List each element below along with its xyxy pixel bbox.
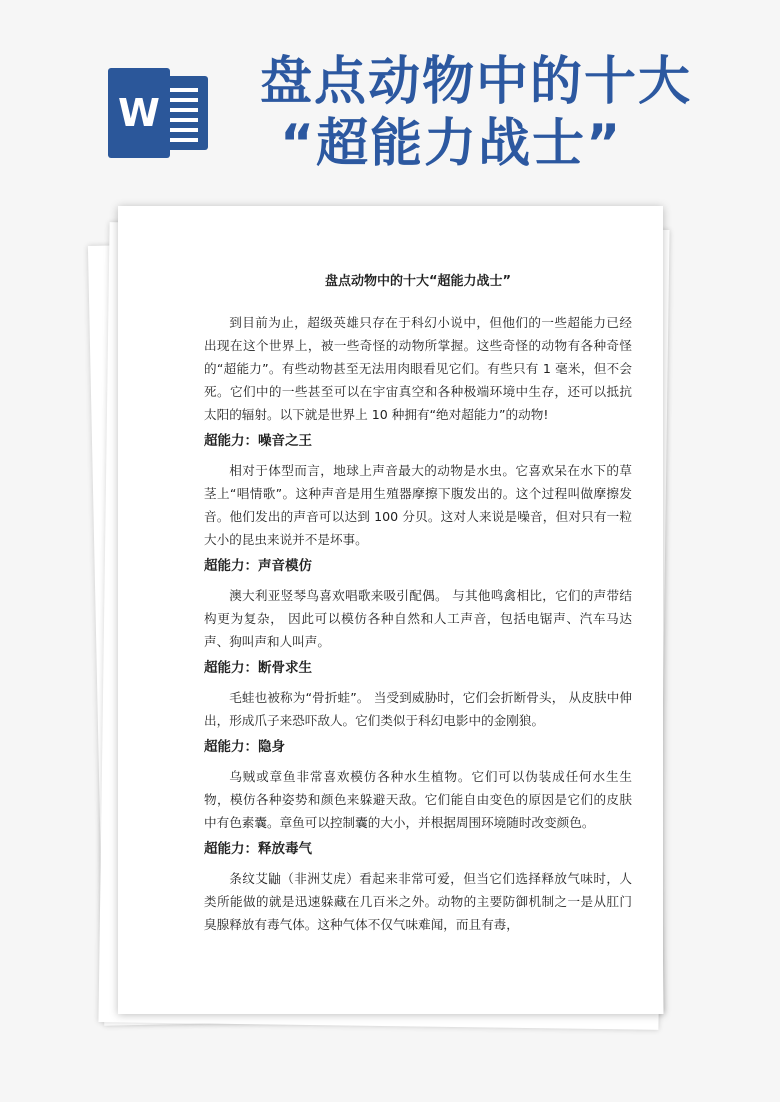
section-heading: 超能力：声音模仿 bbox=[204, 558, 312, 574]
section-paragraph: 条纹艾鼬（非洲艾虎）看起来非常可爱，但当它们选择释放气味时，人类所能做的就是迅速躲藏在几百米之外。动物的主要防御机制之一是从肛门臭腺释放有毒气体。这种气体不仅气味难闻，而且有毒， bbox=[204, 871, 632, 932]
word-icon: W bbox=[108, 68, 170, 158]
banner-title bbox=[230, 54, 770, 172]
document-page bbox=[118, 206, 663, 1014]
section-paragraph: 相对于体型而言，地球上声音最大的动物是水虫。它喜欢呆在水下的草茎上“唱情歌”。这种声音是用生殖器摩擦下腹发出的。这个过程叫做摩擦发音。他们发出的声音可以达到 100 分贝。这对人来说是噪音，但对只有一粒大小的昆虫来说并不是坏事。 bbox=[204, 463, 632, 547]
section-paragraph: 毛蛙也被称为“骨折蛙”。 当受到威胁时，它们会折断骨头， 从皮肤中伸出，形成爪子来恐吓敌人。它们类似于科幻电影中的金刚狼。 bbox=[204, 690, 632, 728]
section-heading: 超能力：释放毒气 bbox=[204, 841, 312, 857]
document-title: 盘点动物中的十大“超能力战士” bbox=[324, 274, 512, 289]
section-heading: 超能力：隐身 bbox=[204, 739, 285, 755]
intro-paragraph: 到目前为止，超级英雄只存在于科幻小说中，但他们的一些超能力已经出现在这个世界上，被一些奇怪的动物所掌握。这些奇怪的动物有各种奇怪的“超能力”。有些动物甚至无法用肉眼看见它们。有些只有 1 毫米，但不会死。它们中的一些甚至可以在宇宙真空和各种极端环境中生存，还可以抵抗太阳的辐射。以下就是世界上 10 种拥有“绝对超能力”的动物! bbox=[204, 315, 632, 422]
section-heading: 超能力：断骨求生 bbox=[204, 660, 312, 676]
section-paragraph: 乌贼或章鱼非常喜欢模仿各种水生植物。它们可以伪装成任何水生生物，模仿各种姿势和颜色来躲避天敌。它们能自由变色的原因是它们的皮肤中有色素囊。章鱼可以控制囊的大小，并根据周围环境随时改变颜色。 bbox=[204, 769, 632, 830]
banner-line-1: 盘点动物中的十大 bbox=[260, 52, 693, 112]
document-body bbox=[204, 270, 632, 936]
word-logo bbox=[108, 68, 210, 158]
section-paragraph: 澳大利亚竖琴鸟喜欢唱歌来吸引配偶。 与其他鸣禽相比，它们的声带结构更为复杂， 因此可以模仿各种自然和人工声音，包括电锯声、汽车马达声、狗叫声和人叫声。 bbox=[204, 588, 632, 649]
banner-line-2: “超能力战士” bbox=[280, 114, 623, 174]
section-heading: 超能力：噪音之王 bbox=[204, 433, 312, 449]
